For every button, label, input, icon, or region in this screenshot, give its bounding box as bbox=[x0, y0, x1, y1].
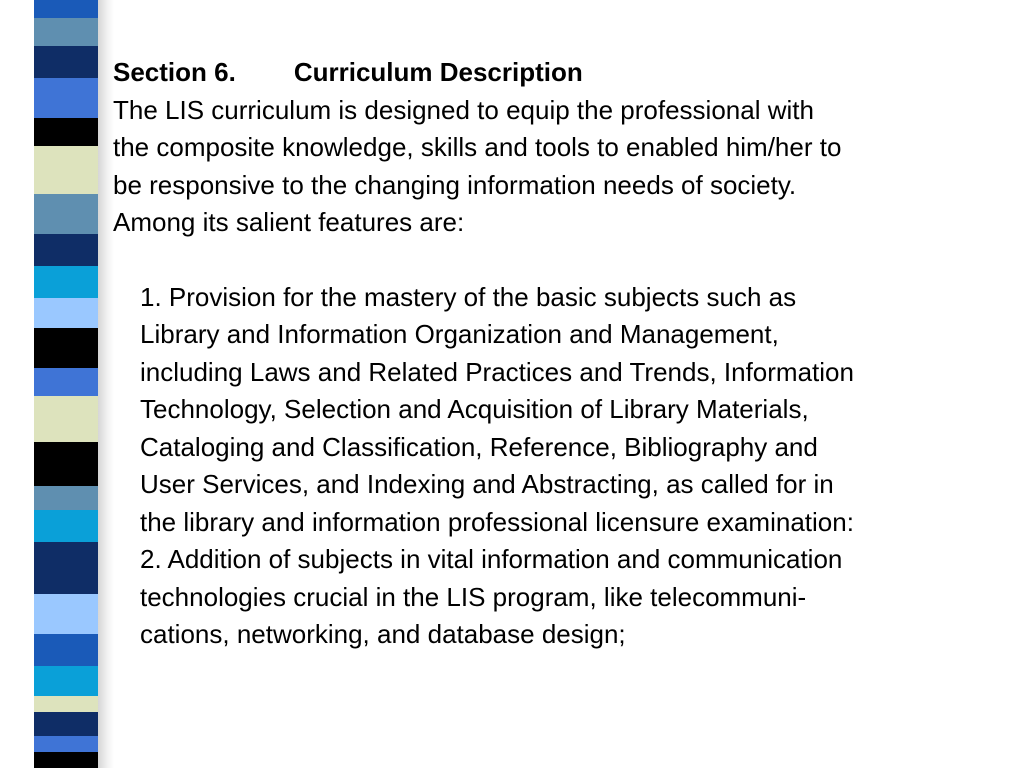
stripe-block bbox=[34, 234, 98, 266]
intro-line: The LIS curriculum is designed to equip the professional with bbox=[113, 94, 814, 125]
intro-paragraph bbox=[113, 92, 1013, 242]
feature-list bbox=[140, 279, 1013, 654]
slide-content bbox=[113, 54, 1013, 654]
stripe-block bbox=[34, 486, 98, 510]
list-line: User Services, and Indexing and Abstracting, as called for in bbox=[140, 469, 834, 499]
stripe-block bbox=[34, 696, 98, 712]
stripe-block bbox=[34, 634, 98, 666]
stripe-block bbox=[34, 752, 98, 768]
list-line: including Laws and Related Practices and Trends, Information bbox=[140, 356, 854, 387]
stripe-block bbox=[34, 594, 98, 634]
section-heading bbox=[113, 54, 1013, 92]
stripe-block bbox=[34, 442, 98, 486]
decorative-stripe bbox=[34, 0, 98, 768]
stripe-block bbox=[34, 78, 98, 118]
stripe-block bbox=[34, 146, 98, 194]
intro-line: the composite knowledge, skills and tools to enabled him/her to bbox=[113, 132, 842, 162]
stripe-shadow bbox=[98, 0, 114, 768]
list-line: technologies crucial in the LIS program, like telecommuni- bbox=[140, 581, 807, 612]
list-line: the library and information professional licensure examination: bbox=[140, 506, 854, 537]
stripe-block bbox=[34, 194, 98, 234]
list-line: cations, networking, and database design; bbox=[140, 619, 626, 649]
stripe-block bbox=[34, 542, 98, 594]
stripe-block bbox=[34, 396, 98, 442]
list-line: Technology, Selection and Acquisition of Library Materials, bbox=[140, 394, 809, 424]
stripe-block bbox=[34, 712, 98, 736]
intro-line: Among its salient features are: bbox=[113, 207, 465, 237]
stripe-block bbox=[34, 18, 98, 46]
list-line: Library and Information Organization and Management, bbox=[140, 319, 779, 349]
section-number: Section 6. bbox=[113, 57, 236, 87]
stripe-block bbox=[34, 328, 98, 368]
stripe-block bbox=[34, 666, 98, 696]
stripe-block bbox=[34, 298, 98, 328]
stripe-block bbox=[34, 266, 98, 298]
stripe-block bbox=[34, 46, 98, 78]
stripe-block bbox=[34, 736, 98, 752]
list-line: Cataloging and Classification, Reference, Bibliography and bbox=[140, 431, 818, 462]
list-line: 2. Addition of subjects in vital information and communication bbox=[140, 544, 843, 574]
section-title: Curriculum Description bbox=[293, 57, 583, 87]
stripe-block bbox=[34, 0, 98, 18]
stripe-block bbox=[34, 118, 98, 146]
stripe-block bbox=[34, 510, 98, 542]
stripe-block bbox=[34, 368, 98, 396]
intro-line: be responsive to the changing information needs of society. bbox=[113, 169, 797, 200]
list-line: 1. Provision for the mastery of the basic subjects such as bbox=[140, 281, 797, 312]
